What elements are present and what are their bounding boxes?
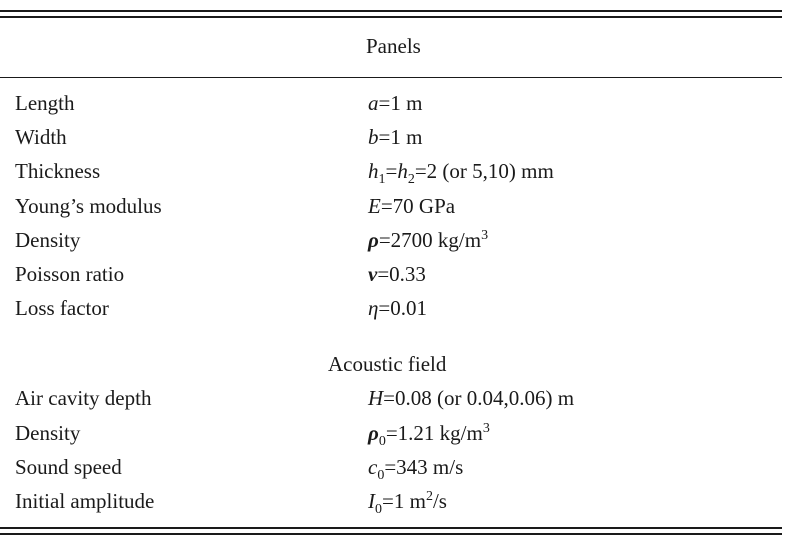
top-double-rule-lower [0, 16, 782, 18]
row-value: $I_0=1$ $m^2/s$ [368, 489, 447, 518]
table-row [0, 123, 782, 151]
bottom-double-rule-upper [0, 527, 782, 529]
table-row [0, 487, 782, 518]
table-row [0, 294, 782, 322]
table-row [0, 453, 782, 484]
row-label: Young’s modulus [15, 194, 162, 218]
row-value: $c_0=343$ m/s [368, 455, 464, 484]
row-value: ν=0.33 [368, 262, 426, 286]
row-label: Air cavity depth [15, 386, 152, 410]
row-value: E=70 GPa [368, 194, 456, 218]
table-row [0, 89, 782, 117]
row-value: b=1 m [368, 125, 423, 149]
bottom-double-rule-lower [0, 533, 782, 535]
row-label: Density [15, 228, 81, 252]
row-label: Width [15, 125, 67, 149]
row-value: η=0.01 [368, 296, 428, 320]
table-row [0, 157, 782, 188]
row-label: Sound speed [15, 455, 122, 479]
table-row [0, 419, 782, 450]
row-label: Thickness [15, 159, 101, 183]
row-label: Density [15, 421, 81, 445]
section-heading-acoustic-field: Acoustic field [328, 352, 447, 376]
row-value: $\rho_0=1.21$ $kg/m^3$ [368, 421, 490, 450]
row-value: $h_1=h_2=2$ (or 5,10) mm [368, 159, 554, 188]
top-double-rule-upper [0, 10, 782, 12]
header-rule [0, 77, 782, 78]
row-label: Initial amplitude [15, 489, 155, 513]
row-label: Length [15, 91, 75, 115]
row-value: ρ=2700 $kg/m^3$ [368, 228, 489, 252]
table-row [0, 192, 782, 220]
table-row [0, 260, 782, 288]
row-value: a=1 m [368, 91, 423, 115]
section-heading-panels: Panels [366, 34, 421, 58]
row-label: Loss factor [15, 296, 109, 320]
row-value: H=0.08 (or 0.04,0.06) m [368, 386, 575, 410]
table-row [0, 226, 782, 254]
row-label: Poisson ratio [15, 262, 125, 286]
table-row [0, 384, 782, 412]
